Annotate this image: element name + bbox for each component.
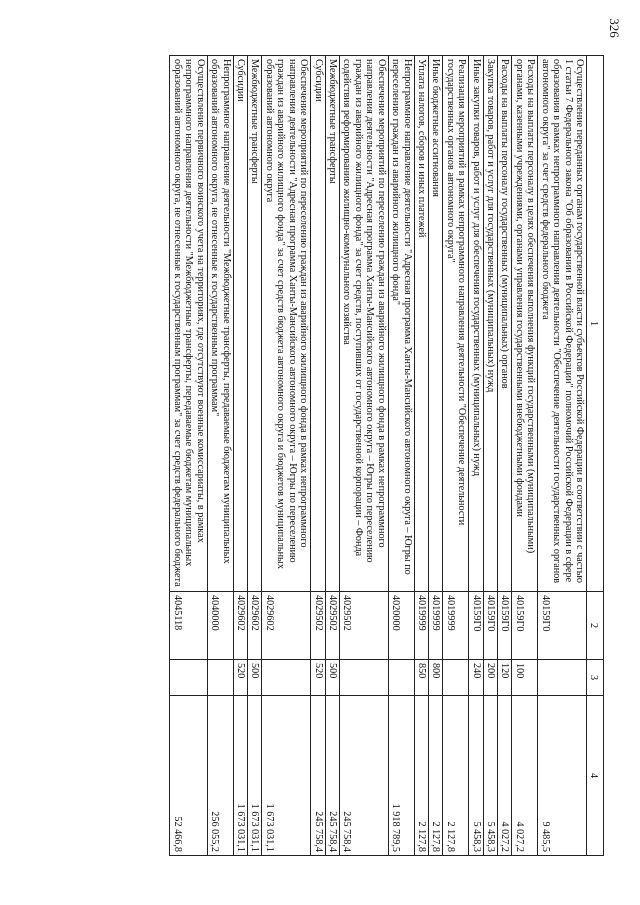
row-name-cell: Осуществление первичного воинского учета на территориях, где отсутствуют военные комиссариаты, в рамках непрограммного направления деятельности "Межбюджетные трансферты, передаваемые бюджетам муниципальных образований автономного округа, не отнесенные к государственным программам" за счет средств федерального бюджета	[170, 56, 207, 592]
table-row	[207, 56, 233, 856]
row-code-cell: 40159Г0	[512, 592, 538, 660]
row-code-cell: 40159Г0	[498, 592, 512, 660]
rotated-table-container	[84, 55, 604, 855]
row-type-cell	[207, 660, 233, 696]
table-row	[388, 56, 414, 856]
row-type-cell	[443, 660, 469, 696]
row-name-cell: Субсидии	[233, 56, 247, 592]
row-type-cell: 240	[469, 660, 483, 696]
header-col-4: 4	[587, 696, 604, 856]
row-amount-cell: 2 127,8	[414, 696, 428, 856]
row-name-cell: Межбюджетные трансферты	[248, 56, 262, 592]
header-col-3: 3	[587, 660, 604, 696]
row-name-cell: Обеспечение мероприятий по переселению граждан из аварийного жилищного фонда в рамках непрограммного направления деятельности "Адресная программа Ханты-Мансийского автономного округа – Югры по переселению граждан из аварийного жилищного фонда" за счет средств бюджета автономного округа и бюджетов муниципальных образований автономного округа	[262, 56, 311, 592]
row-code-cell: 4019999	[428, 592, 442, 660]
row-type-cell: 200	[483, 660, 497, 696]
table-row	[443, 56, 469, 856]
row-code-cell: 40159Г0	[483, 592, 497, 660]
page-number	[606, 8, 622, 48]
row-amount-cell: 1 918 789,5	[388, 696, 414, 856]
row-type-cell: 800	[428, 660, 442, 696]
row-name-cell: Субсидии	[311, 56, 325, 592]
row-name-cell: Непрограммное направление деятельности "Межбюджетные трансферты, передаваемые бюджетам муниципальных образований автономного округа, не отнесенные к государственным программам"	[207, 56, 233, 592]
header-col-2: 2	[587, 592, 604, 660]
row-name-cell: Обеспечение мероприятий по переселению граждан из аварийного жилищного фонда в рамках непрограммного направления деятельности "Адресная программа Ханты-Мансийского автономного округа – Югры по переселению граждан из аварийного жилищного фонда" за счет средств, поступивших от государственной корпорации – Фонда содействия реформированию жилищно-коммунального хозяйства	[339, 56, 388, 592]
budget-table	[170, 55, 605, 856]
table-row	[483, 56, 497, 856]
row-name-cell: Непрограммное направление деятельности "Адресная программа Ханты-Мансийского автономного округа – Югры по переселению граждан из аварийного жилищного фонда"	[388, 56, 414, 592]
row-amount-cell: 256 055,2	[207, 696, 233, 856]
row-amount-cell: 1 673 031,1	[233, 696, 247, 856]
row-amount-cell: 245 758,4	[325, 696, 339, 856]
row-code-cell: 40159Г0	[538, 592, 587, 660]
row-type-cell: 850	[414, 660, 428, 696]
table-row	[262, 56, 311, 856]
row-amount-cell: 4 027,2	[498, 696, 512, 856]
row-amount-cell: 1 673 031,1	[262, 696, 311, 856]
table-row	[414, 56, 428, 856]
row-code-cell: 4029502	[325, 592, 339, 660]
row-name-cell: Расходы на выплаты персоналу государственных (муниципальных) органов	[498, 56, 512, 592]
row-code-cell: 4029502	[311, 592, 325, 660]
row-type-cell	[262, 660, 311, 696]
row-type-cell	[339, 660, 388, 696]
row-code-cell: 4019999	[414, 592, 428, 660]
row-code-cell: 4040000	[207, 592, 233, 660]
table-row	[325, 56, 339, 856]
page-number-text: 326	[607, 18, 622, 38]
table-header-row	[587, 56, 604, 856]
header-col-1: 1	[587, 56, 604, 592]
row-amount-cell: 5 458,3	[469, 696, 483, 856]
table-row	[428, 56, 442, 856]
row-type-cell: 120	[498, 660, 512, 696]
row-type-cell	[170, 660, 207, 696]
row-code-cell: 4029502	[339, 592, 388, 660]
row-amount-cell: 245 758,4	[339, 696, 388, 856]
row-name-cell: Осуществление переданных органам государственной власти субъектов Российской Федерации в соответствии с частью 1 статьи 7 Федерального закона "Об образовании в Российской Федерации" полномочий Российской Федерации в сфере образования в рамках непрограммного направления деятельности "Обеспечение деятельности государственных органов автономного округа" за счет средств федерального бюджета	[538, 56, 587, 592]
row-amount-cell: 52 466,8	[170, 696, 207, 856]
row-name-cell: Реализация мероприятий в рамках непрограммного направления деятельности "Обеспечение деятельности государственных органов автономного округа"	[443, 56, 469, 592]
row-code-cell: 4029602	[233, 592, 247, 660]
row-name-cell: Иные бюджетные ассигнования	[428, 56, 442, 592]
table-row	[498, 56, 512, 856]
table-row	[233, 56, 247, 856]
table-row	[311, 56, 325, 856]
row-amount-cell: 1 673 031,1	[248, 696, 262, 856]
row-name-cell: Расходы на выплаты персоналу в целях обеспечения выполнения функций государственными (муниципальными) органами, казенными учреждениями, органами управления государственными внебюджетными фондами	[512, 56, 538, 592]
row-name-cell: Закупка товаров, работ и услуг для государственных (муниципальных) нужд	[483, 56, 497, 592]
row-type-cell: 500	[248, 660, 262, 696]
table-row	[248, 56, 262, 856]
table-row	[339, 56, 388, 856]
table-row	[170, 56, 207, 856]
table-landscape	[84, 55, 604, 855]
row-type-cell: 100	[512, 660, 538, 696]
table-row	[538, 56, 587, 856]
row-amount-cell: 9 485,5	[538, 696, 587, 856]
row-code-cell: 4020000	[388, 592, 414, 660]
row-code-cell: 4029602	[248, 592, 262, 660]
row-amount-cell: 4 027,2	[512, 696, 538, 856]
row-type-cell: 520	[311, 660, 325, 696]
row-amount-cell: 5 458,3	[483, 696, 497, 856]
row-name-cell: Иные закупки товаров, работ и услуг для обеспечения государственных (муниципальных) нужд	[469, 56, 483, 592]
row-code-cell: 4045118	[170, 592, 207, 660]
row-code-cell: 4019999	[443, 592, 469, 660]
row-amount-cell: 2 127,8	[428, 696, 442, 856]
table-row	[512, 56, 538, 856]
row-type-cell: 500	[325, 660, 339, 696]
row-amount-cell: 245 758,4	[311, 696, 325, 856]
row-name-cell: Межбюджетные трансферты	[325, 56, 339, 592]
row-type-cell	[388, 660, 414, 696]
row-amount-cell: 2 127,8	[443, 696, 469, 856]
row-code-cell: 4029602	[262, 592, 311, 660]
row-type-cell: 520	[233, 660, 247, 696]
row-name-cell: Уплата налогов, сборов и иных платежей	[414, 56, 428, 592]
row-code-cell: 40159Г0	[469, 592, 483, 660]
row-type-cell	[538, 660, 587, 696]
table-row	[469, 56, 483, 856]
